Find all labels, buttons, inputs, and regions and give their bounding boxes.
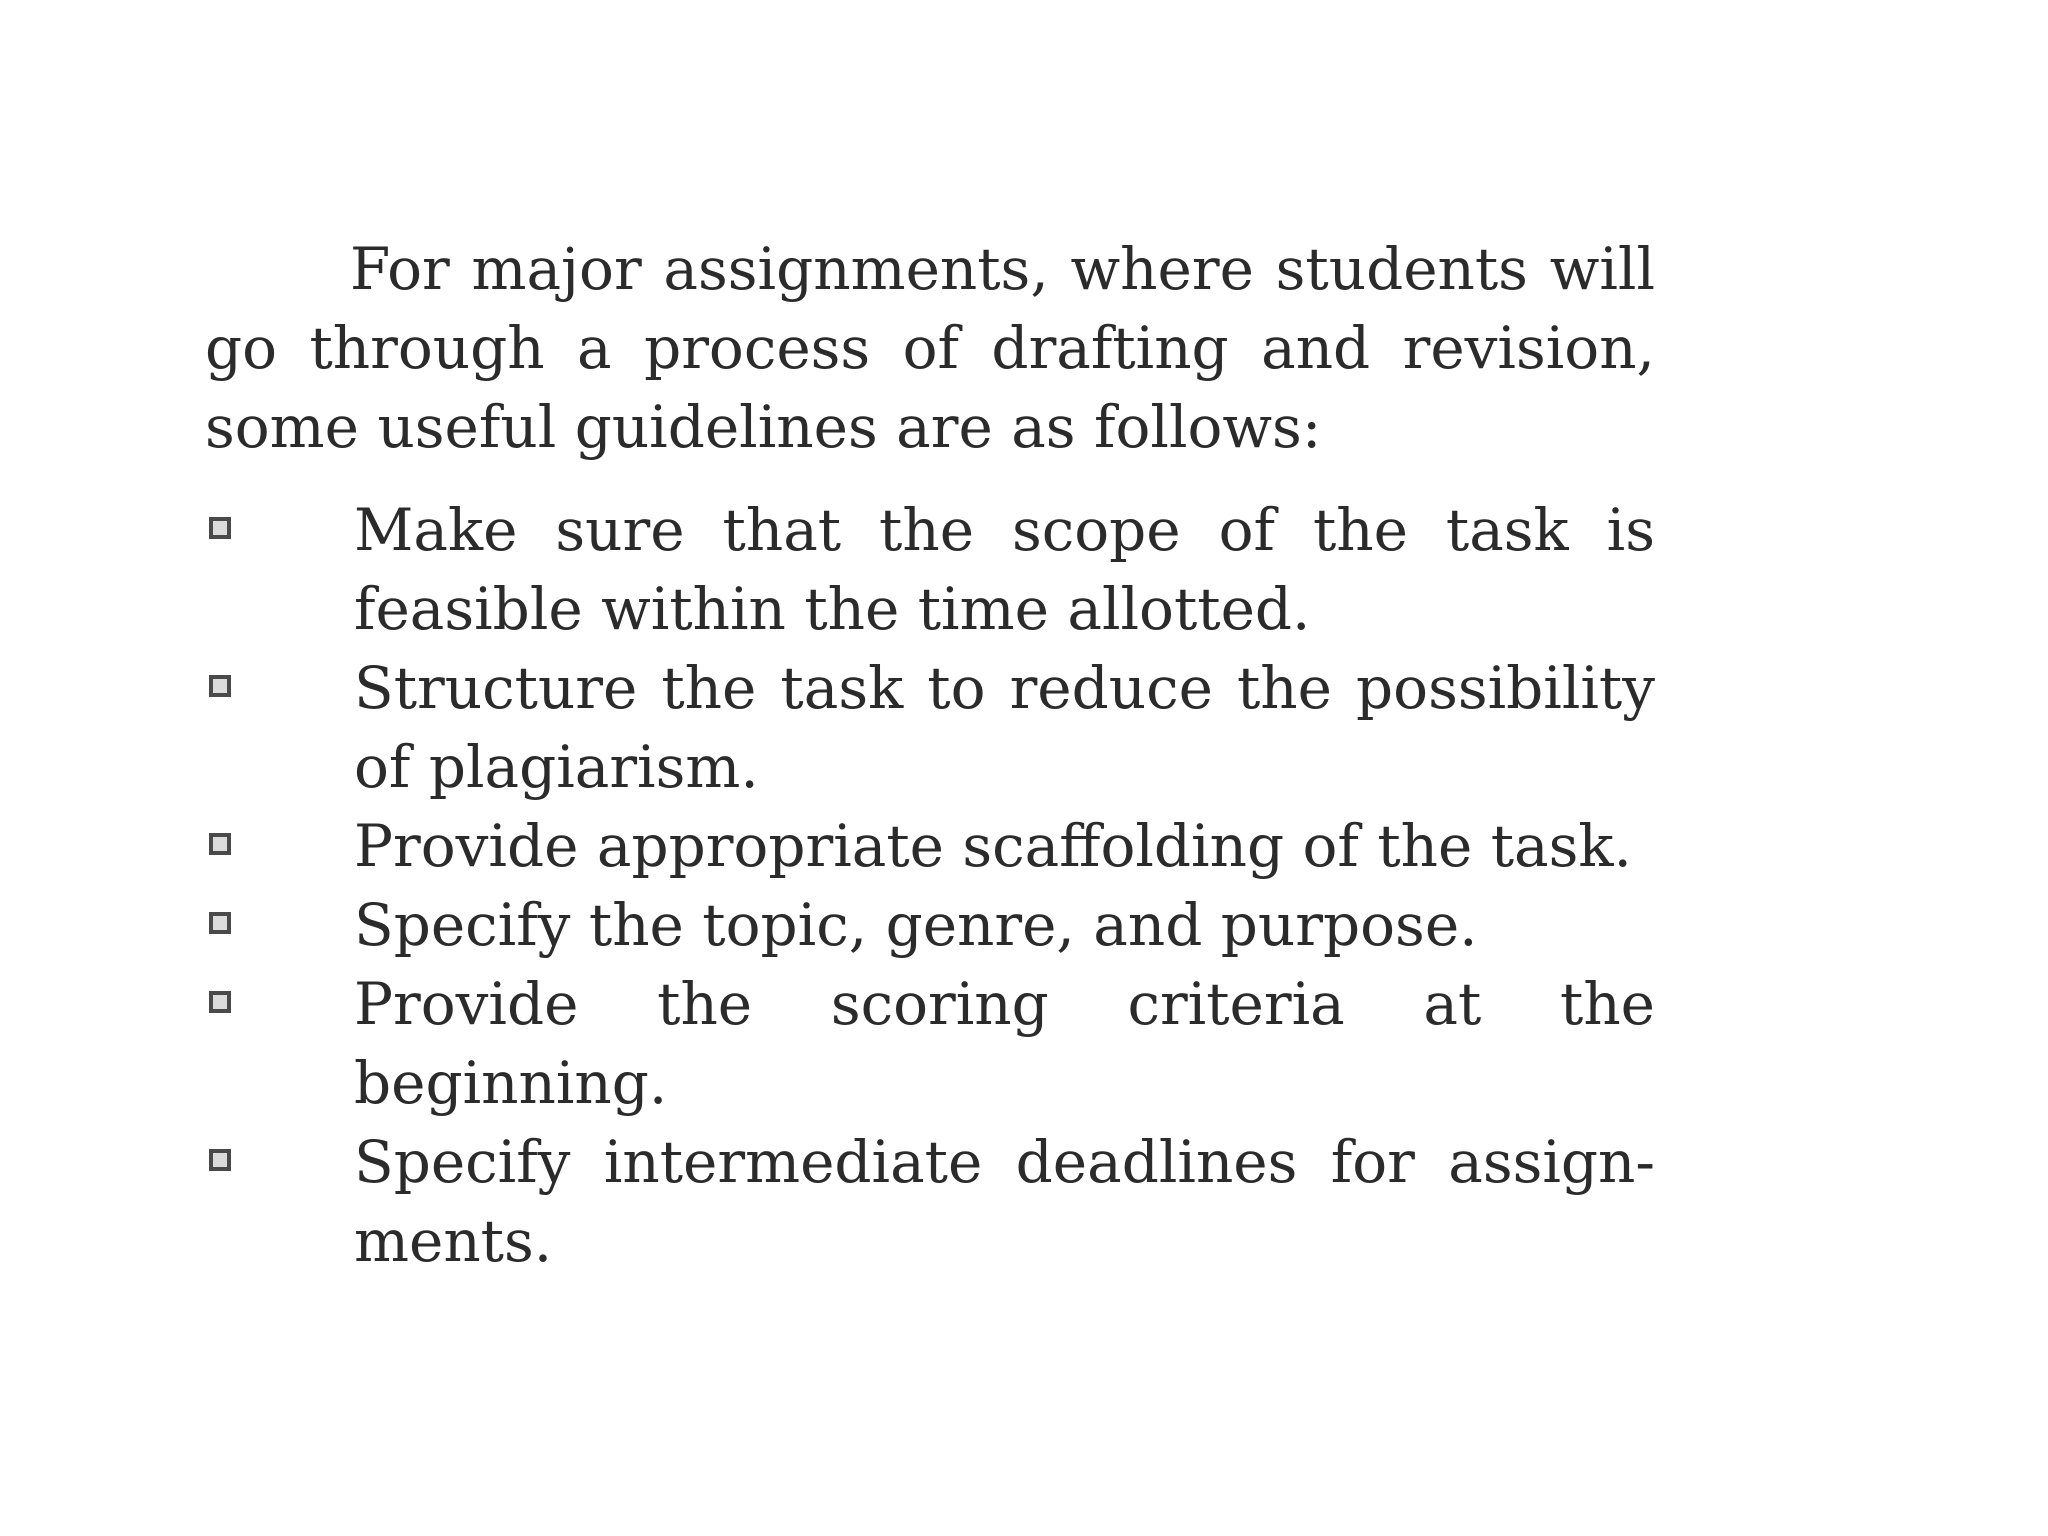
intro-paragraph: For major assignments, where students will go through a process of drafting and revision, some useful guidelines are as follows: — [205, 235, 1655, 461]
list-item — [205, 886, 1655, 965]
guideline-text: Specify the topic, genre, and purpose. — [354, 891, 1478, 959]
guideline-text: Specify intermediate deadlines for assignments. — [354, 1128, 1655, 1275]
guidelines-list — [205, 491, 1655, 1281]
guideline-text: Make sure that the scope of the task is feasible within the time allotted. — [354, 496, 1655, 643]
list-item — [205, 491, 1655, 649]
list-item — [205, 1123, 1655, 1281]
list-item — [205, 649, 1655, 807]
list-item — [205, 807, 1655, 886]
document-text — [205, 230, 1655, 1281]
checkbox-square-icon — [209, 1149, 231, 1171]
checkbox-square-icon — [209, 675, 231, 697]
checkbox-square-icon — [209, 517, 231, 539]
checkbox-square-icon — [209, 833, 231, 855]
guideline-text: Provide appropriate scaffolding of the task. — [354, 812, 1632, 880]
guideline-text: Structure the task to reduce the possibility of plagiarism. — [354, 654, 1655, 801]
guideline-text: Provide the scoring criteria at the beginning. — [354, 970, 1655, 1117]
list-item — [205, 965, 1655, 1123]
checkbox-square-icon — [209, 991, 231, 1013]
checkbox-square-icon — [209, 912, 231, 934]
